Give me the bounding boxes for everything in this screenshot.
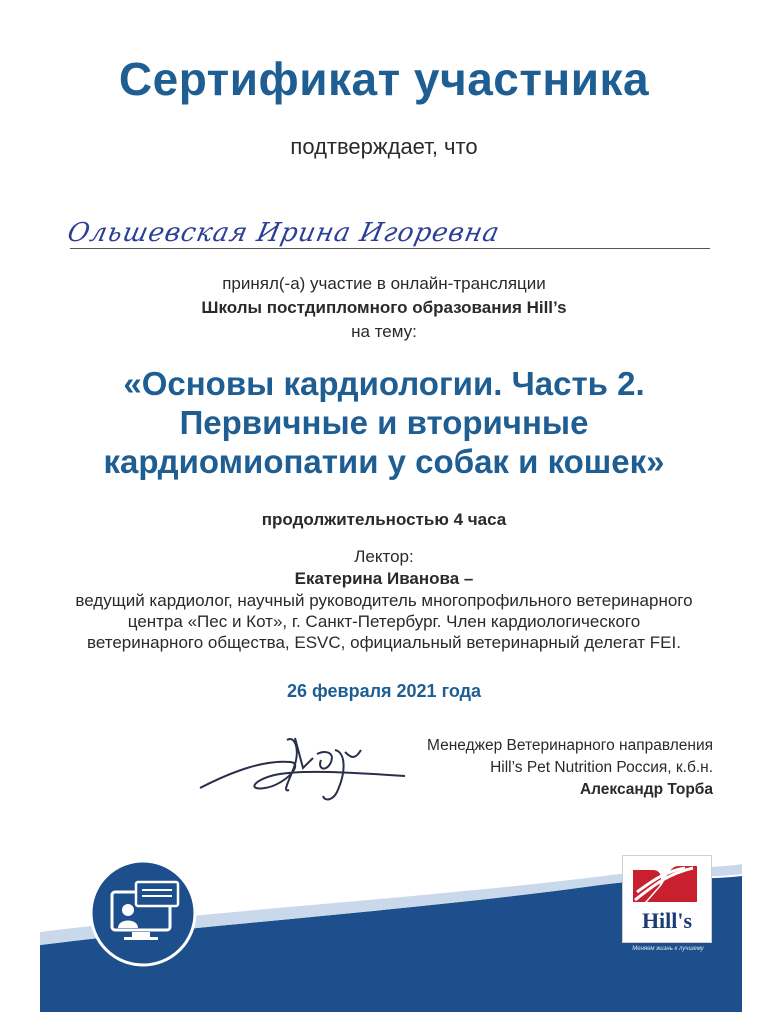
event-date: 26 февраля 2021 года xyxy=(286,681,482,701)
name-underline xyxy=(70,248,710,249)
hills-tagline: Меняем жизнь к лучшему xyxy=(632,946,704,952)
hills-logo-mark-icon xyxy=(623,856,711,906)
lecturer-bio-line: ведущий кардиолог, научный руководитель многопрофильного ветеринарного xyxy=(75,591,693,610)
lecturer-bio-line: центра «Пес и Кот», г. Санкт-Петербург. Член кардиологического xyxy=(127,612,641,631)
hills-logo xyxy=(622,855,712,943)
lecturer-bio-line: ветеринарного общества, ESVC, официальный ветеринарный делегат FEI. xyxy=(87,633,681,652)
certificate-title: Сертификат участника xyxy=(118,53,650,105)
participation-text: принял(-а) участие в онлайн-трансляции xyxy=(222,274,546,293)
hills-logo-text: Hill's xyxy=(641,908,693,933)
on-topic-text: на тему: xyxy=(351,322,417,341)
topic-line: кардиомиопатии у собак и кошек» xyxy=(103,443,665,480)
topic-title xyxy=(0,364,768,481)
signatory-name: Александр Торба xyxy=(579,781,713,798)
participant-name: Ольшевская Ирина Игоревна xyxy=(64,218,503,248)
topic-line: «Основы кардиологии. Часть 2. xyxy=(123,365,645,402)
duration-text: продолжительностью 4 часа xyxy=(261,510,507,529)
confirms-text: подтверждает, что xyxy=(290,134,478,159)
signatory-position: Менеджер Ветеринарного направления xyxy=(427,737,713,754)
signatory-block xyxy=(427,735,713,801)
school-name: Школы постдипломного образования Hill’s xyxy=(201,298,567,317)
lecturer-label: Лектор: xyxy=(354,547,414,566)
signatory-company: Hill’s Pet Nutrition Россия, к.б.н. xyxy=(490,759,713,776)
topic-line: Первичные и вторичные xyxy=(179,404,589,441)
online-lecture-icon xyxy=(88,858,198,968)
lecturer-name: Екатерина Иванова – xyxy=(294,569,474,588)
handwritten-signature xyxy=(195,730,425,810)
